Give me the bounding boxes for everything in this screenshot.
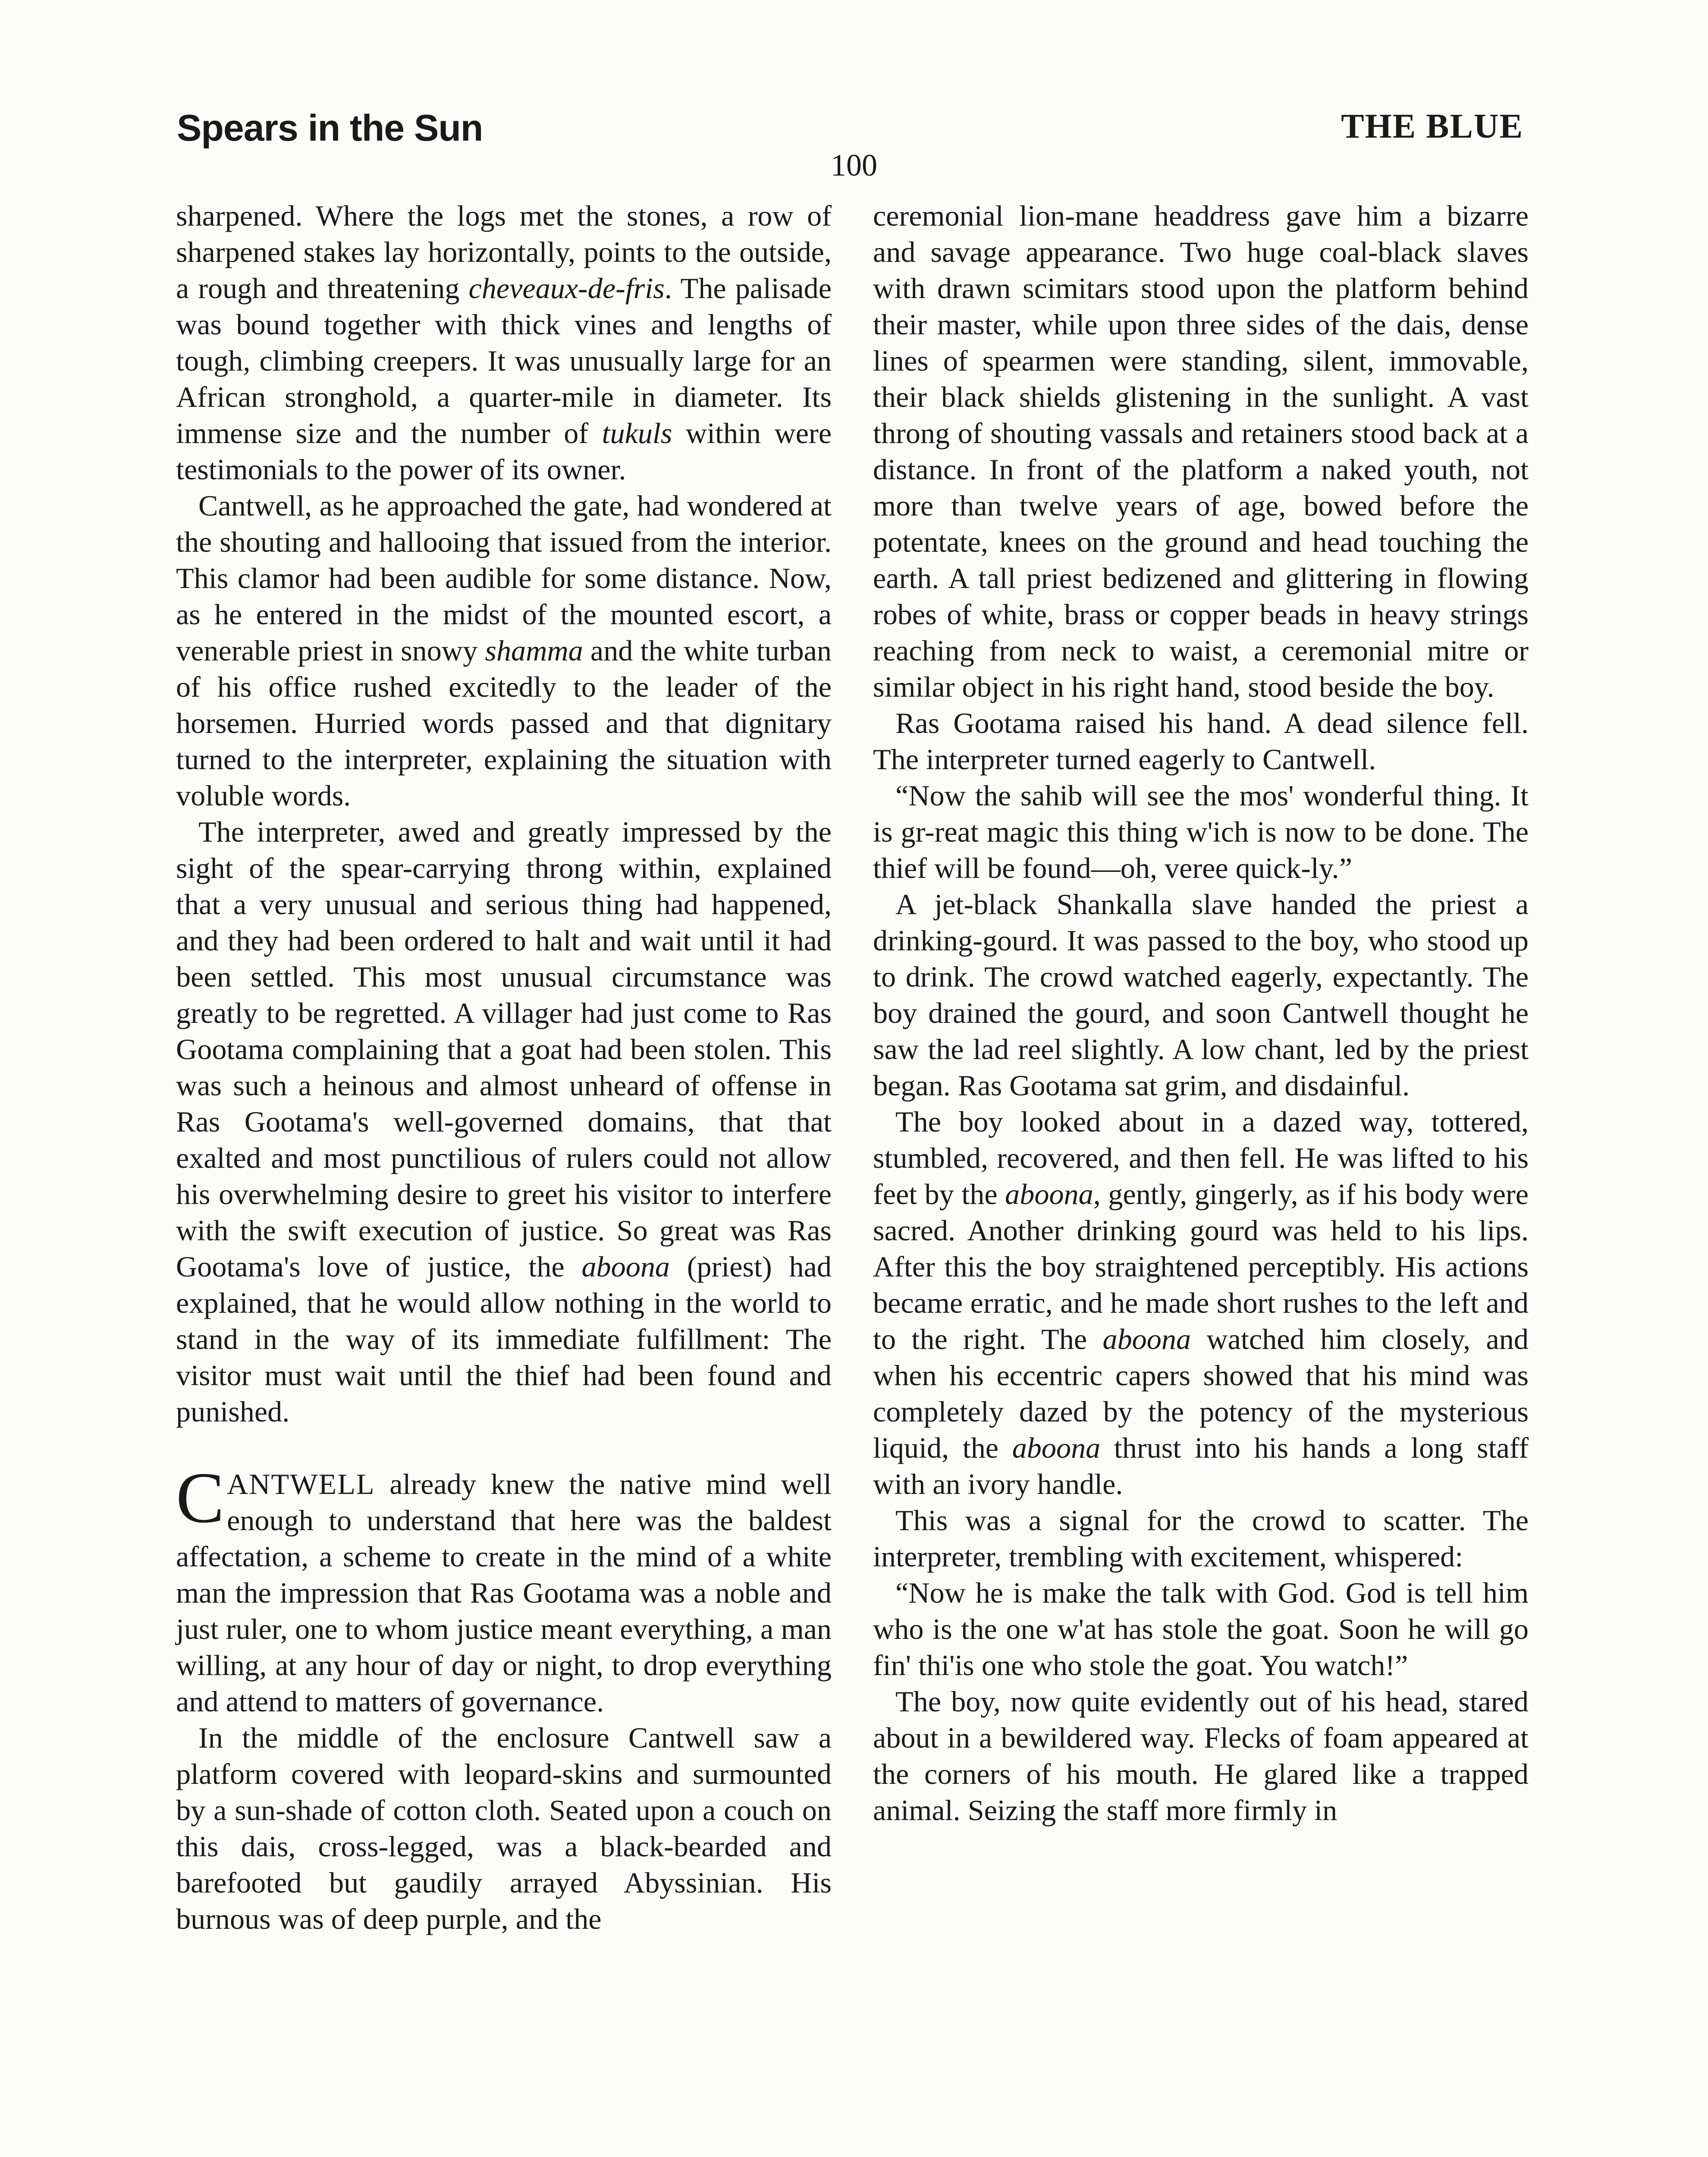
paragraph: ceremonial lion-mane headdress gave him a bizarre and savage appearance. Two huge coal-black slaves with drawn scimitars stood upon the platform behind their master, while upon three sides of the dais, dense lines of spearmen were standing, silent, immovable, their black shields glistening in the sunlight. A vast throng of shouting vassals and retainers stood back at a distance. In front of the platform a naked youth, not more than twelve years of age, bowed before the potentate, knees on the ground and head touching the earth. A tall priest bedizened and glittering in flowing robes of white, brass or copper beads in heavy strings reaching from neck to waist, a ceremonial mitre or similar object in his right hand, stood beside the boy. <box>873 199 1529 703</box>
italic-term: aboona <box>1012 1431 1101 1464</box>
text-span: sharpened. Where the logs met the stones, a row of sharpened stakes lay horizontally, points to the outside, a rough and threatening <box>176 199 832 305</box>
story-title: Spears in the Sun <box>177 107 483 149</box>
text-span: The boy looked about in a dazed way, tottered, stumbled, recovered, and then fell. He was lifted to his feet by the <box>873 1105 1529 1211</box>
text-span: The interpreter, awed and greatly impressed by the sight of the spear-carrying throng within, explained that a very unusual and serious thing had happened, and they had been ordered to halt and wait until it had been settled. This most unusual circumstance was greatly to be regretted. A villager had just come to Ras Gootama complaining that a goat had been stolen. This was such a heinous and almost unheard of offense in Ras Gootama's well-governed domains, that that exalted and most punctilious of rulers could not allow his overwhelming desire to greet his visitor to interfere with the swift execution of justice. So great was Ras Gootama's love of justice, the <box>176 815 832 1283</box>
left-column <box>176 198 832 1937</box>
small-caps-lead: ANTWELL <box>227 1468 375 1500</box>
text-span: (priest) had explained, that he would allow nothing in the world to stand in the way of its immediate fulfillment: The visitor must wait until the thief had been found and punished. <box>176 1250 832 1428</box>
magazine-title: THE BLUE <box>1341 107 1523 145</box>
paragraph <box>176 198 832 487</box>
text-span: . The palisade was bound together with thick vines and lengths of tough, climbing creepers. It was unusually large for an African stronghold, a quarter-mile in diameter. Its immense size and the number of <box>176 272 832 450</box>
text-span: within were testimonials to the power of its owner. <box>176 417 832 486</box>
italic-term: tukuls <box>602 417 672 450</box>
text-span: Cantwell, as he approached the gate, had wondered at the shouting and hallooing that issued from the interior. This clamor had been audible for some distance. Now, as he entered in the midst of the mounted escort, a venerable priest in snowy <box>176 489 832 667</box>
italic-term: aboona <box>581 1250 670 1283</box>
italic-term: cheveaux-de-fris <box>468 272 665 305</box>
paragraph <box>176 814 832 1430</box>
paragraph <box>176 487 832 814</box>
text-span: , gently, gingerly, as if his body were sacred. Another drinking gourd was held to his lips. After this the boy straightened perceptibly. His actions became erratic, and he made short rushes to the left and to the right. The <box>873 1178 1529 1355</box>
italic-term: aboona <box>1005 1178 1093 1211</box>
paragraph <box>873 1104 1529 1502</box>
text-span: and the white turban of his office rushed excitedly to the leader of the horsemen. Hurried words passed and that dignitary turned to the interpreter, explaining the situation with voluble words. <box>176 634 832 812</box>
paragraph: “Now the sahib will see the mos' wonderful thing. It is gr-reat magic this thing w'ich is now to be done. The thief will be found—oh, veree quick-ly.” <box>873 779 1529 884</box>
section-opening-paragraph <box>176 1458 832 1720</box>
paragraph: The boy, now quite evidently out of his head, stared about in a bewildered way. Flecks of foam appeared at the corners of his mouth. He glared like a trapped animal. Seizing the staff more firmly in <box>873 1685 1529 1827</box>
italic-term: aboona <box>1102 1323 1191 1355</box>
paragraph: “Now he is make the talk with God. God is tell him who is the one w'at has stole the goat. Soon he will go fin' thi'is one who stole the goat. You watch!” <box>873 1576 1529 1682</box>
italic-term: shamma <box>485 634 583 667</box>
paragraph: This was a signal for the crowd to scatter. The interpreter, trembling with excitement, whispered: <box>873 1504 1529 1573</box>
text-span: In the middle of the enclosure Cantwell saw a platform covered with leopard-skins and surmounted by a sun-shade of cotton cloth. Seated upon a couch on this dais, cross-legged, was a black-bearded and barefooted but gaudily arrayed Abyssinian. His burnous was of deep purple, and the <box>176 1721 832 1935</box>
page-number: 100 <box>831 148 877 182</box>
text-span: already knew the native mind well enough to understand that here was the baldest affectation, a scheme to create in the mind of a white man the impression that Ras Gootama was a noble and just ruler, one to whom justice meant everything, a man willing, at any hour of day or night, to drop everything and attend to matters of governance. <box>176 1468 832 1718</box>
text-span: thrust into his hands a long staff with an ivory handle. <box>873 1431 1529 1500</box>
paragraph <box>176 1720 832 1937</box>
right-column <box>873 198 1529 1828</box>
text-span: watched him closely, and when his eccentric capers showed that his mind was completely dazed by the potency of the mysterious liquid, the <box>873 1323 1529 1464</box>
drop-cap: C <box>176 1458 225 1538</box>
paragraph: A jet-black Shankalla slave handed the priest a drinking-gourd. It was passed to the boy, who stood up to drink. The crowd watched eagerly, expectantly. The boy drained the gourd, and soon Cantwell thought he saw the lad reel slightly. A low chant, led by the priest began. Ras Gootama sat grim, and disdainful. <box>873 888 1529 1102</box>
paragraph: Ras Gootama raised his hand. A dead silence fell. The interpreter turned eagerly to Cantwell. <box>873 707 1529 776</box>
